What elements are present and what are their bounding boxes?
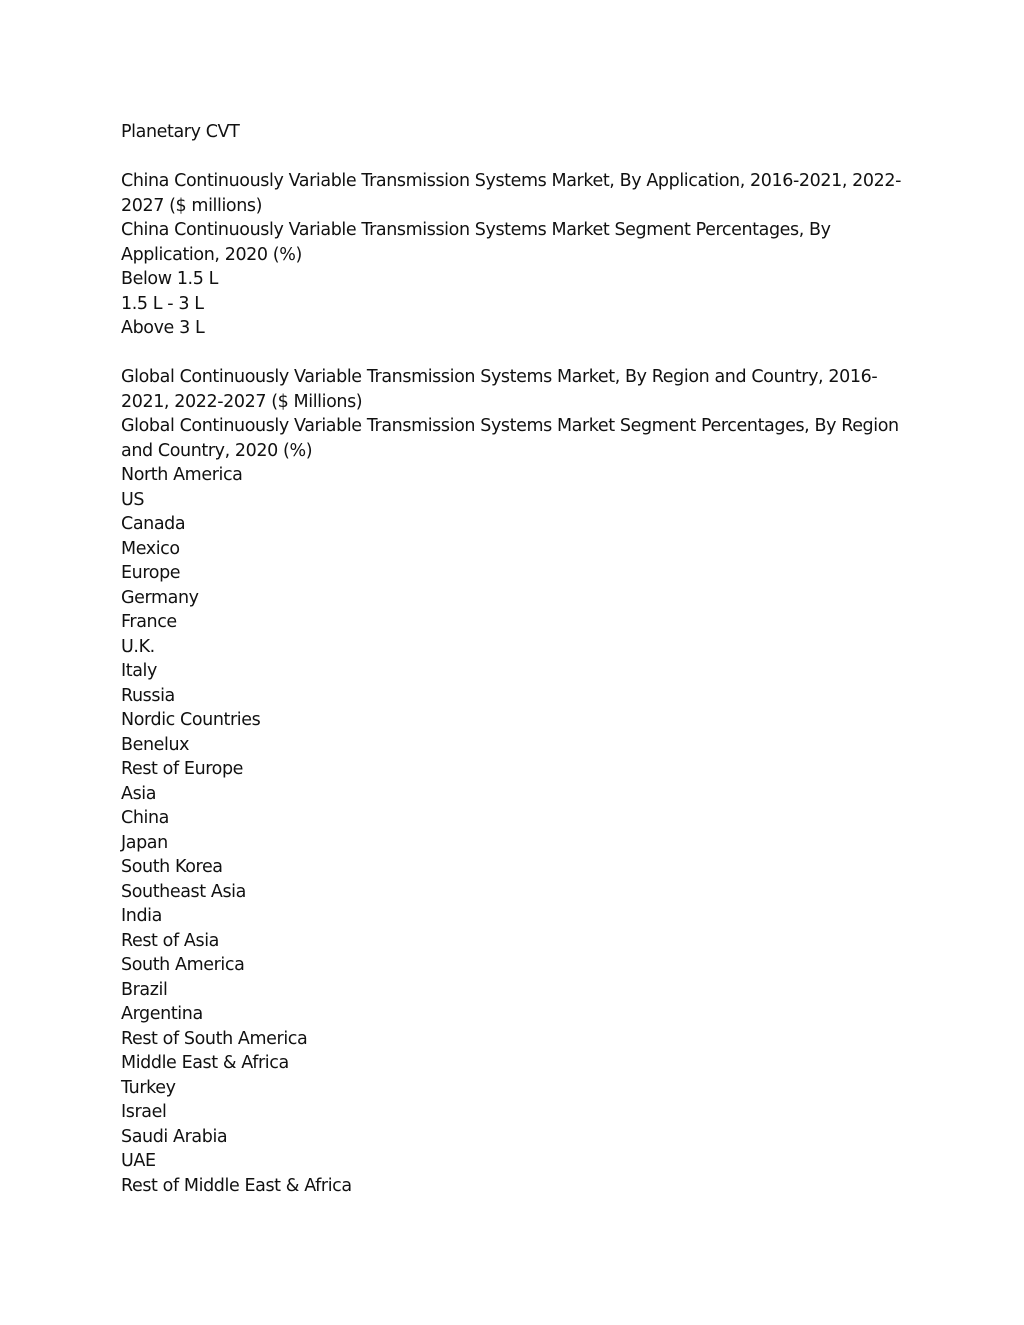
list-item: Rest of Middle East & Africa — [121, 1175, 352, 1196]
list-item: Brazil — [121, 979, 168, 1000]
list-item: Benelux — [121, 734, 190, 755]
list-item: UAE — [121, 1151, 156, 1171]
list-item: Israel — [121, 1102, 167, 1122]
list-item: US — [121, 489, 145, 510]
region-country-list — [121, 463, 911, 1198]
list-item: South America — [121, 955, 245, 975]
region-table-title: Global Continuously Variable Transmission Systems Market, By Region and Country, 2016-2021, 2022-2027 ($ Millions) — [121, 367, 878, 412]
list-item: Europe — [121, 563, 181, 583]
list-item: Saudi Arabia — [121, 1126, 228, 1147]
list-item: Southeast Asia — [121, 881, 246, 902]
spacer — [121, 341, 911, 366]
list-item: Turkey — [121, 1077, 176, 1098]
list-item: Mexico — [121, 538, 180, 559]
section-heading: Planetary CVT — [121, 122, 240, 142]
list-item: Rest of Europe — [121, 759, 244, 779]
list-item: Below 1.5 L — [121, 269, 218, 289]
list-item: Asia — [121, 783, 157, 804]
list-item: France — [121, 612, 177, 632]
list-item: Rest of Asia — [121, 930, 219, 951]
list-item: Russia — [121, 685, 175, 706]
spacer — [121, 145, 911, 170]
list-item: Rest of South America — [121, 1028, 308, 1049]
list-item: Germany — [121, 587, 199, 608]
list-item: Argentina — [121, 1004, 203, 1024]
list-item: 1.5 L - 3 L — [121, 293, 204, 314]
list-item: Canada — [121, 514, 186, 534]
list-item: Japan — [121, 832, 168, 853]
list-item: South Korea — [121, 857, 223, 877]
application-table-title: China Continuously Variable Transmission Systems Market, By Application, 2016-2021, 2022-2027 ($ millions) — [121, 171, 902, 216]
list-item: India — [121, 906, 162, 926]
list-item: Above 3 L — [121, 318, 205, 338]
application-segment-list — [121, 267, 911, 341]
list-item: U.K. — [121, 636, 155, 657]
list-item: North America — [121, 465, 243, 485]
list-item: Nordic Countries — [121, 710, 261, 730]
document-page — [121, 120, 911, 1198]
list-item: China — [121, 808, 169, 828]
list-item: Italy — [121, 661, 157, 681]
list-item: Middle East & Africa — [121, 1053, 289, 1073]
region-figure-title: Global Continuously Variable Transmission Systems Market Segment Percentages, By Region and Country, 2020 (%) — [121, 416, 899, 461]
application-figure-title: China Continuously Variable Transmission Systems Market Segment Percentages, By Application, 2020 (%) — [121, 220, 831, 265]
